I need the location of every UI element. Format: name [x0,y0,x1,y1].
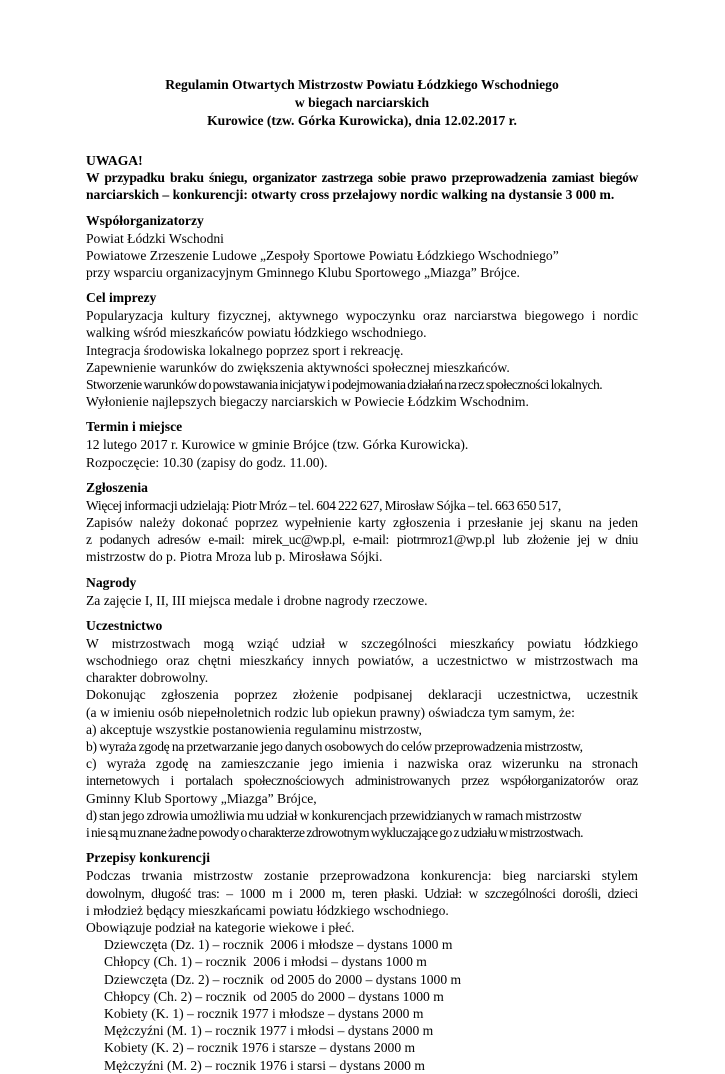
co-organizer-line: Powiat Łódzki Wschodni [86,230,224,246]
participation-section [86,617,638,841]
date-place-line: Rozpoczęcie: 10.30 (zapisy do godz. 11.00). [86,454,328,470]
age-category-item: Chłopcy (Ch. 2) – rocznik od 2005 do 2000 – dystans 1000 m [104,988,444,1004]
age-category-item: Mężczyźni (M. 1) – rocznik 1977 i młodsi – dystans 2000 m [104,1023,434,1039]
goal-line: Integracja środowiska lokalnego poprzez sport i rekreację. [86,342,404,358]
date-place-section [86,418,638,470]
participation-line: d) stan jego zdrowia umożliwia mu udział w konkurencjach przewidzianych w ramach mistrzostw [86,807,582,823]
participation-line: c) wyraża zgodę na zamieszczanie jego imienia i nazwiska oraz wizerunku na stronach [86,756,638,772]
age-category-item: Kobiety (K. 1) – rocznik 1977 i młodsze – dystans 2000 m [104,1005,424,1021]
prizes-section [86,574,638,609]
rules-line: dowolnym, długość tras: – 1000 m i 2000 m, teren płaski. Udział: w szczególności dorośli, dzieci [86,885,638,901]
co-organizer-line: Powiatowe Zrzeszenie Ludowe „Zespoły Sportowe Powiatu Łódzkiego Wschodniego” [86,247,559,263]
age-category-item: Mężczyźni (M. 2) – rocznik 1976 i starsi – dystans 2000 m [104,1057,425,1073]
title-line-3: Kurowice (tzw. Górka Kurowicka), dnia 12.02.2017 r. [207,113,517,128]
co-organizers-section [86,212,638,282]
document-title [86,76,638,130]
participation-heading: Uczestnictwo [86,617,163,633]
warning-label: UWAGA! [86,153,143,168]
participation-line: (a w imieniu osób niepełnoletnich rodzic lub opiekun prawny) oświadcza tym samym, że: [86,704,575,720]
goal-line: Wyłonienie najlepszych biegaczy narciarskich w Powiecie Łódzkim Wschodnim. [86,394,529,410]
date-place-line: 12 lutego 2017 r. Kurowice w gminie Brójce (tzw. Górka Kurowicka). [86,437,469,453]
rules-line: Podczas trwania mistrzostw zostanie przeprowadzona konkurencja: bieg narciarski stylem [86,868,638,884]
age-category-item: Chłopcy (Ch. 1) – rocznik 2006 i młodsi – dystans 1000 m [104,954,427,970]
rules-section [86,849,638,1073]
warning-section [86,152,638,204]
participation-line: internetowych i portalach społecznościowych administrowanych przez współorganizatorów oraz [86,773,638,789]
age-category-item: Dziewczęta (Dz. 1) – rocznik 2006 i młodsze – dystans 1000 m [104,937,453,953]
registration-section [86,479,638,566]
co-organizer-line: przy wsparciu organizacyjnym Gminnego Klubu Sportowego „Miazga” Brójce. [86,265,520,281]
rules-line: i młodzież będący mieszkańcami powiatu łódzkiego wschodniego. [86,902,449,918]
rules-heading: Przepisy konkurencji [86,850,210,866]
warning-line-1: W przypadku braku śniegu, organizator zastrzega sobie prawo przeprowadzenia zamiast biegów [86,170,638,186]
age-category-list [86,936,638,1074]
co-organizers-heading: Współorganizatorzy [86,212,204,228]
rules-line: Obowiązuje podział na kategorie wiekowe i płeć. [86,919,355,935]
date-place-heading: Termin i miejsce [86,419,183,435]
warning-line-2: narciarskich – konkurencji: otwarty cross przełajowy nordic walking na dystansie 3 000 m. [86,187,615,203]
registration-line: z podanych adresów e-mail: mirek_uc@wp.pl, e-mail: piotrmroz1@wp.pl lub złożenie jej w dniu [86,532,638,548]
goal-line: Stworzenie warunków do powstawania inicjatyw i podejmowania działań na rzecz społeczności lokalnych. [86,377,603,393]
participation-line: b) wyraża zgodę na przetwarzanie jego danych osobowych do celów przeprowadzenia mistrzostw, [86,739,583,755]
goal-section [86,289,638,410]
goal-line: walking wśród mieszkańców powiatu łódzkiego wschodniego. [86,325,427,341]
goal-line: Zapewnienie warunków do zwiększenia aktywności społecznej mieszkańców. [86,359,510,375]
document-page [86,76,638,1074]
registration-line: mistrzostw do p. Piotra Mroza lub p. Mirosława Sójki. [86,549,383,565]
participation-line: i nie są mu znane żadne powody o charakterze zdrowotnym wykluczające go z udziału w mistrzostwach. [86,825,583,841]
registration-heading: Zgłoszenia [86,479,148,495]
participation-line: Dokonując zgłoszenia poprzez złożenie podpisanej deklaracji uczestnictwa, uczestnik [86,687,638,703]
participation-line: Gminny Klub Sportowy „Miazga” Brójce, [86,790,317,806]
title-line-2: w biegach narciarskich [294,95,430,110]
participation-line: W mistrzostwach mogą wziąć udział w szczególności mieszkańcy powiatu łódzkiego [86,635,638,651]
participation-line: wschodniego oraz chętni mieszkańcy innych powiatów, a uczestnictwo w mistrzostwach ma [86,653,638,669]
registration-line: Zapisów należy dokonać poprzez wypełnienie karty zgłoszenia i przesłanie jej skanu na jeden [86,515,638,531]
age-category-item: Dziewczęta (Dz. 2) – rocznik od 2005 do 2000 – dystans 1000 m [104,971,462,987]
prizes-line: Za zajęcie I, II, III miejsca medale i drobne nagrody rzeczowe. [86,592,428,608]
participation-line: a) akceptuje wszystkie postanowienia regulaminu mistrzostw, [86,721,422,737]
participation-line: charakter dobrowolny. [86,670,209,686]
goal-line: Popularyzacja kultury fizycznej, aktywnego wypoczynku oraz narciarstwa biegowego i nordic [86,308,638,324]
registration-line: Więcej informacji udzielają: Piotr Mróz – tel. 604 222 627, Mirosław Sójka – tel. 663 650 517, [86,497,561,513]
prizes-heading: Nagrody [86,574,137,590]
age-category-item: Kobiety (K. 2) – rocznik 1976 i starsze – dystans 2000 m [104,1040,416,1056]
title-line-1: Regulamin Otwartych Mistrzostw Powiatu Łódzkiego Wschodniego [165,77,559,92]
goal-heading: Cel imprezy [86,290,157,306]
